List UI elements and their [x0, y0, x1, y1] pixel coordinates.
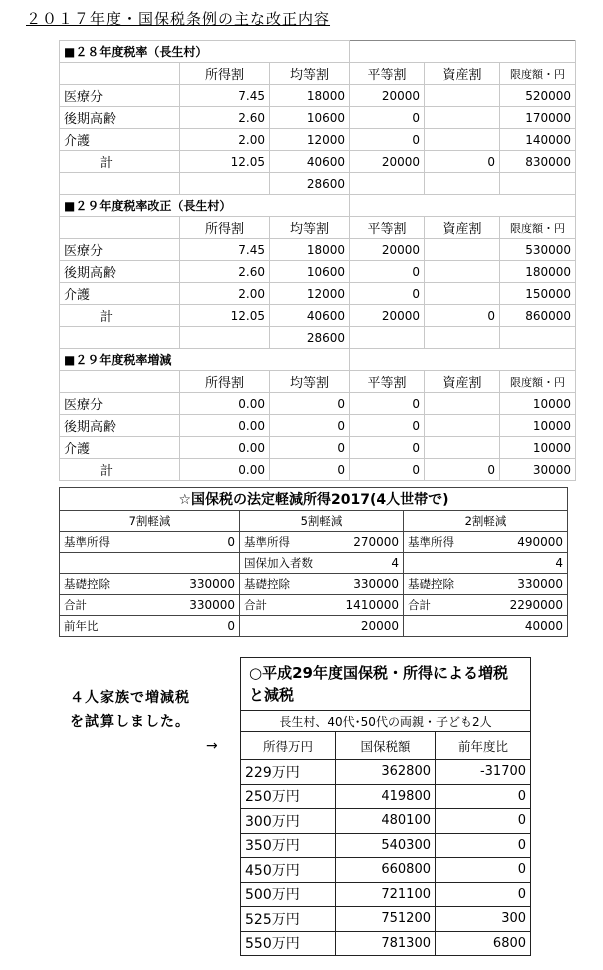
row-label: 介護 [60, 437, 180, 459]
column-header-row [60, 63, 576, 85]
value-cell: 2.60 [180, 107, 270, 129]
reduction-value: 4 [488, 553, 568, 574]
reduction-value: 490000 [488, 532, 568, 553]
row-label: 計 [60, 151, 180, 173]
blank-cell [350, 349, 576, 371]
row-label: 介護 [60, 129, 180, 151]
value-cell [425, 437, 500, 459]
family-row [241, 833, 531, 858]
value-cell: 10000 [500, 437, 576, 459]
row-label: 後期高齢 [60, 415, 180, 437]
tax-cell: 480100 [336, 809, 436, 834]
reduction-value: 0 [159, 532, 240, 553]
column-header: 平等割 [350, 217, 425, 239]
blank-cell [60, 63, 180, 85]
blank-cell [350, 173, 425, 195]
reduction-table [59, 487, 568, 637]
column-header: 均等割 [270, 63, 350, 85]
table-row [60, 151, 576, 173]
reduction-row [60, 574, 568, 595]
reduction-label: 合計 [404, 595, 488, 616]
blank-cell [60, 173, 180, 195]
value-cell: 0 [270, 393, 350, 415]
value-cell: 10000 [500, 415, 576, 437]
income-cell: 550万円 [241, 931, 336, 956]
value-cell: 2.00 [180, 283, 270, 305]
family-row [241, 760, 531, 785]
table-row [60, 305, 576, 327]
family-table [240, 657, 531, 956]
value-cell: 20000 [350, 151, 425, 173]
column-header: 均等割 [270, 217, 350, 239]
value-cell: 170000 [500, 107, 576, 129]
reduction-label: 基準所得 [240, 532, 328, 553]
reduction-value: 0 [159, 616, 240, 637]
reduction-value: 270000 [328, 532, 404, 553]
column-header: 所得割 [180, 371, 270, 393]
section-heading: ■２８年度税率（長生村） [60, 41, 350, 63]
value-cell: 0 [350, 283, 425, 305]
table-row [60, 107, 576, 129]
value-cell: 0 [350, 261, 425, 283]
column-header: 平等割 [350, 371, 425, 393]
value-cell: 10600 [270, 261, 350, 283]
value-cell: 0 [425, 305, 500, 327]
section-heading-row [60, 349, 576, 371]
column-header: 限度額・円 [500, 371, 576, 393]
table-row [60, 459, 576, 481]
rate-tables [59, 40, 576, 481]
value-cell: 2.00 [180, 129, 270, 151]
value-cell: 0.00 [180, 437, 270, 459]
reduction-row [60, 595, 568, 616]
tax-cell: 419800 [336, 784, 436, 809]
note-line: を試算しました。 [70, 714, 190, 730]
value-cell: 12000 [270, 283, 350, 305]
table-row [60, 261, 576, 283]
value-cell [425, 85, 500, 107]
extra-row [60, 173, 576, 195]
value-cell: 0 [350, 459, 425, 481]
family-header: 国保税額 [336, 732, 436, 760]
diff-cell: 0 [436, 882, 531, 907]
value-cell: 0 [350, 129, 425, 151]
reduction-label: 合計 [240, 595, 328, 616]
table-row [60, 415, 576, 437]
reduction-row [60, 553, 568, 574]
table-row [60, 437, 576, 459]
value-cell: 0 [350, 437, 425, 459]
column-header-row [60, 371, 576, 393]
rate-table [59, 40, 576, 481]
table-row [60, 239, 576, 261]
reduction-value: 330000 [488, 574, 568, 595]
tax-cell: 781300 [336, 931, 436, 956]
value-cell: 0 [425, 459, 500, 481]
tax-cell: 660800 [336, 858, 436, 883]
value-cell: 0 [350, 107, 425, 129]
value-cell: 10000 [500, 393, 576, 415]
value-cell [425, 129, 500, 151]
section-heading: ■２９年度税率増減 [60, 349, 350, 371]
extra-row [60, 327, 576, 349]
simulation-note [70, 686, 190, 734]
value-cell: 18000 [270, 239, 350, 261]
diff-cell: 300 [436, 907, 531, 932]
value-cell: 860000 [500, 305, 576, 327]
value-cell: 2.60 [180, 261, 270, 283]
value-cell: 180000 [500, 261, 576, 283]
value-cell: 0.00 [180, 459, 270, 481]
reduction-value: 2290000 [488, 595, 568, 616]
income-cell: 525万円 [241, 907, 336, 932]
value-cell: 7.45 [180, 85, 270, 107]
value-cell: 140000 [500, 129, 576, 151]
column-header: 所得割 [180, 217, 270, 239]
column-header: 所得割 [180, 63, 270, 85]
value-cell [425, 415, 500, 437]
column-header: 限度額・円 [500, 217, 576, 239]
blank-cell [350, 327, 425, 349]
value-cell: 40600 [270, 305, 350, 327]
reduction-row [60, 616, 568, 637]
value-cell: 530000 [500, 239, 576, 261]
section-heading-row [60, 195, 576, 217]
reduction-table-wrap [59, 487, 568, 637]
diff-cell: 6800 [436, 931, 531, 956]
value-cell: 0 [270, 415, 350, 437]
page-title: ２０１７年度・国保税条例の主な改正内容 [26, 10, 331, 28]
blank-cell [60, 327, 180, 349]
family-subtitle: 長生村、40代･50代の両親・子ども2人 [241, 711, 531, 732]
reduction-label [240, 616, 328, 637]
section-heading-row [60, 41, 576, 63]
blank-cell [60, 217, 180, 239]
income-cell: 500万円 [241, 882, 336, 907]
tax-cell: 540300 [336, 833, 436, 858]
income-cell: 250万円 [241, 784, 336, 809]
tax-cell: 751200 [336, 907, 436, 932]
value-cell: 7.45 [180, 239, 270, 261]
arrow-right-icon: → [206, 738, 218, 754]
table-row [60, 283, 576, 305]
reduction-label: 基準所得 [404, 532, 488, 553]
reduction-header: 2割軽減 [404, 511, 568, 532]
value-cell: 830000 [500, 151, 576, 173]
reduction-value: 330000 [159, 574, 240, 595]
value-cell: 0 [350, 415, 425, 437]
reduction-label: 基礎控除 [240, 574, 328, 595]
value-cell: 0 [270, 459, 350, 481]
column-header: 均等割 [270, 371, 350, 393]
blank-cell [180, 327, 270, 349]
value-cell: 0 [425, 151, 500, 173]
value-cell: 0.00 [180, 393, 270, 415]
value-cell: 12000 [270, 129, 350, 151]
row-label: 計 [60, 305, 180, 327]
section-heading: ■２９年度税率改正（長生村） [60, 195, 350, 217]
reduction-value: 330000 [159, 595, 240, 616]
family-row [241, 931, 531, 956]
reduction-label: 国保加入者数 [240, 553, 328, 574]
family-header: 所得万円 [241, 732, 336, 760]
row-label: 計 [60, 459, 180, 481]
column-header: 資産割 [425, 63, 500, 85]
value-cell [425, 283, 500, 305]
value-cell: 150000 [500, 283, 576, 305]
table-row [60, 393, 576, 415]
reduction-value: 40000 [488, 616, 568, 637]
value-cell: 12.05 [180, 151, 270, 173]
table-row [60, 85, 576, 107]
row-label: 後期高齢 [60, 261, 180, 283]
reduction-label: 合計 [60, 595, 159, 616]
blank-cell [180, 173, 270, 195]
income-cell: 300万円 [241, 809, 336, 834]
blank-cell [60, 371, 180, 393]
income-cell: 350万円 [241, 833, 336, 858]
value-cell: 0.00 [180, 415, 270, 437]
value-cell: 30000 [500, 459, 576, 481]
row-label: 介護 [60, 283, 180, 305]
table-row [60, 129, 576, 151]
reduction-label: 前年比 [60, 616, 159, 637]
reduction-label [404, 553, 488, 574]
value-cell [425, 239, 500, 261]
column-header: 資産割 [425, 371, 500, 393]
tax-cell: 721100 [336, 882, 436, 907]
value-cell [425, 393, 500, 415]
diff-cell: -31700 [436, 760, 531, 785]
value-cell: 10600 [270, 107, 350, 129]
column-header-row [60, 217, 576, 239]
diff-cell: 0 [436, 833, 531, 858]
reduction-value: 4 [328, 553, 404, 574]
row-label: 医療分 [60, 239, 180, 261]
extra-value: 28600 [270, 327, 350, 349]
tax-cell: 362800 [336, 760, 436, 785]
family-row [241, 907, 531, 932]
row-label: 医療分 [60, 393, 180, 415]
reduction-label [404, 616, 488, 637]
value-cell: 20000 [350, 239, 425, 261]
value-cell [425, 261, 500, 283]
blank-cell [500, 173, 576, 195]
reduction-header: 5割軽減 [240, 511, 404, 532]
family-row [241, 882, 531, 907]
reduction-label: 基礎控除 [60, 574, 159, 595]
family-row [241, 784, 531, 809]
value-cell [425, 107, 500, 129]
diff-cell: 0 [436, 784, 531, 809]
row-label: 医療分 [60, 85, 180, 107]
reduction-label: 基礎控除 [404, 574, 488, 595]
blank-cell [350, 41, 576, 63]
reduction-value [159, 553, 240, 574]
family-simulation [240, 657, 530, 956]
diff-cell: 0 [436, 809, 531, 834]
reduction-value: 1410000 [328, 595, 404, 616]
value-cell: 0 [270, 437, 350, 459]
reduction-label [60, 553, 159, 574]
value-cell: 40600 [270, 151, 350, 173]
reduction-label: 基準所得 [60, 532, 159, 553]
reduction-row [60, 532, 568, 553]
family-row [241, 809, 531, 834]
blank-cell [425, 173, 500, 195]
family-header: 前年度比 [436, 732, 531, 760]
income-cell: 229万円 [241, 760, 336, 785]
column-header: 平等割 [350, 63, 425, 85]
blank-cell [425, 327, 500, 349]
value-cell: 20000 [350, 305, 425, 327]
blank-cell [350, 195, 576, 217]
value-cell: 520000 [500, 85, 576, 107]
reduction-header: 7割軽減 [60, 511, 240, 532]
column-header: 資産割 [425, 217, 500, 239]
diff-cell: 0 [436, 858, 531, 883]
note-line: ４人家族で増減税 [70, 690, 190, 706]
column-header: 限度額・円 [500, 63, 576, 85]
reduction-value: 20000 [328, 616, 404, 637]
value-cell: 0 [350, 393, 425, 415]
value-cell: 12.05 [180, 305, 270, 327]
income-cell: 450万円 [241, 858, 336, 883]
row-label: 後期高齢 [60, 107, 180, 129]
family-row [241, 858, 531, 883]
reduction-value: 330000 [328, 574, 404, 595]
value-cell: 18000 [270, 85, 350, 107]
extra-value: 28600 [270, 173, 350, 195]
reduction-title: ☆国保税の法定軽減所得2017(4人世帯で) [60, 488, 568, 511]
value-cell: 20000 [350, 85, 425, 107]
family-title: ○平成29年度国保税・所得による増税と減税 [241, 658, 531, 711]
blank-cell [500, 327, 576, 349]
